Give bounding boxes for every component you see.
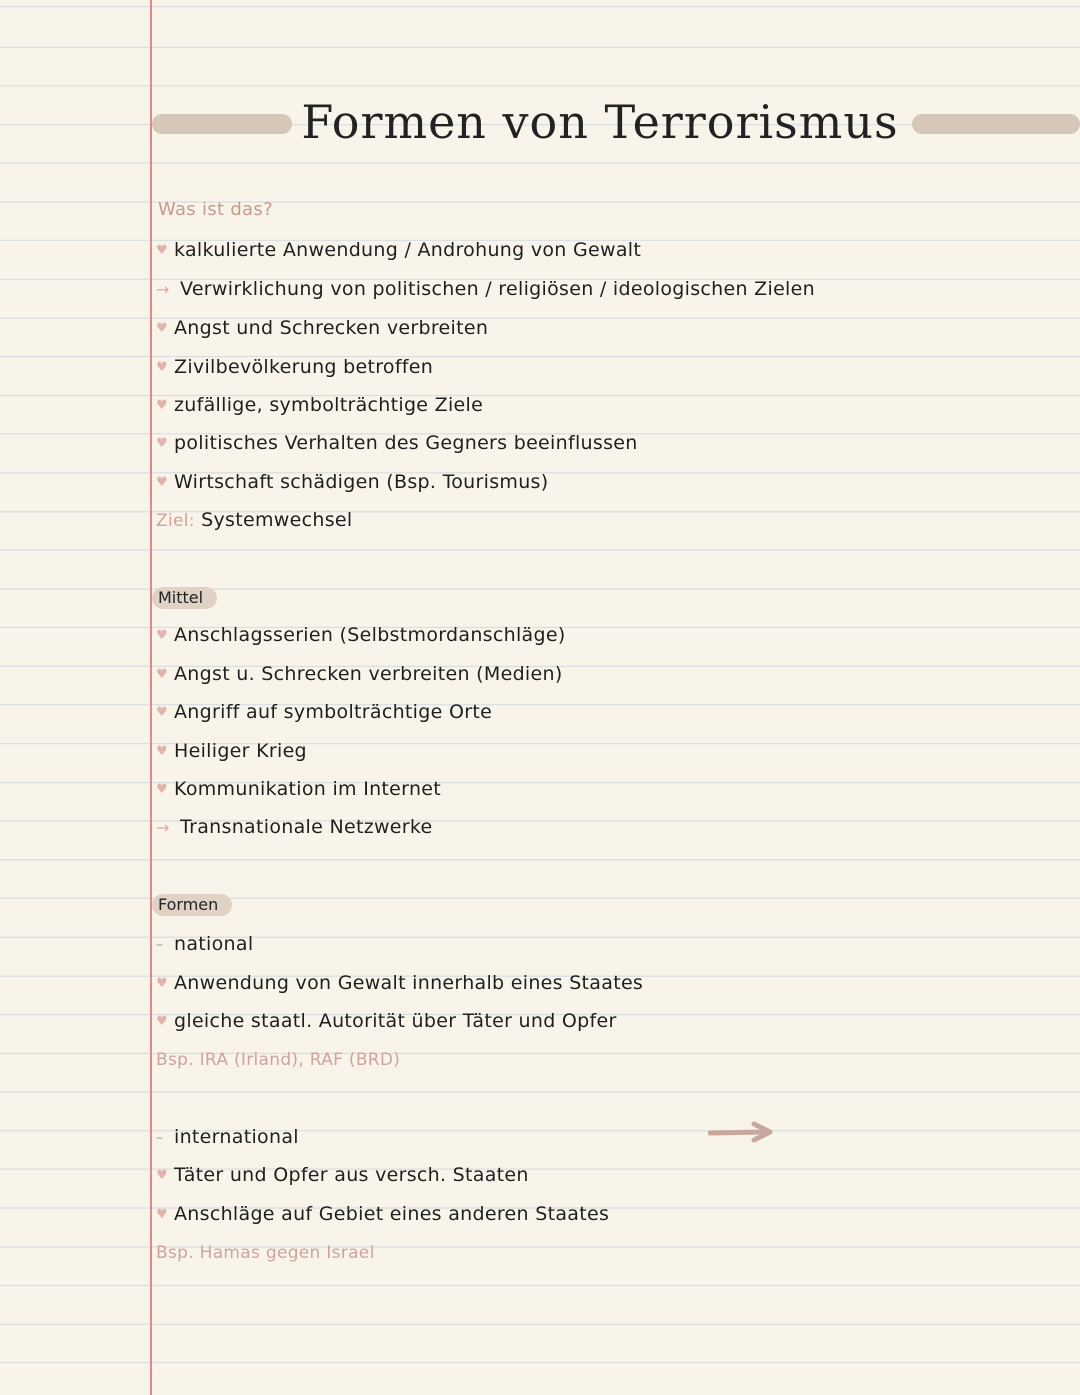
example-national: Bsp. IRA (Irland), RAF (BRD) <box>156 1050 401 1070</box>
heart-icon: ♥ <box>156 975 168 991</box>
heart-icon: ♥ <box>156 1206 168 1222</box>
arrow-right-icon <box>708 1120 774 1144</box>
list-item <box>156 1160 529 1190</box>
list-item <box>156 659 563 689</box>
subheading-text: international <box>174 1126 299 1148</box>
goal-line <box>156 505 352 535</box>
dash-icon: – <box>156 936 164 953</box>
page-title: Formen von Terrorismus <box>301 95 899 149</box>
section-question: Was ist das? <box>158 199 273 220</box>
heart-icon: ♥ <box>156 320 168 336</box>
list-item <box>156 620 566 650</box>
list-item-text: Kommunikation im Internet <box>174 778 442 800</box>
list-item-text: gleiche staatl. Autorität über Täter und Opfer <box>174 1010 617 1032</box>
heart-icon: ♥ <box>156 704 168 720</box>
list-item-text: Anschläge auf Gebiet eines anderen Staates <box>174 1203 610 1225</box>
margin-line <box>150 0 152 1395</box>
heart-icon: ♥ <box>156 397 168 413</box>
goal-label: Ziel: <box>156 511 195 531</box>
list-item-text: Heiliger Krieg <box>174 740 307 762</box>
list-item <box>156 390 483 420</box>
list-item <box>156 774 441 804</box>
subheading-international <box>156 1122 299 1152</box>
section-label-formen: Formen <box>152 894 232 916</box>
list-item <box>156 1199 609 1229</box>
heart-icon: ♥ <box>156 474 168 490</box>
arrow-right-icon: → <box>156 279 170 299</box>
dash-icon: – <box>156 1129 164 1146</box>
heart-icon: ♥ <box>156 781 168 797</box>
list-item-text: Wirtschaft schädigen (Bsp. Tourismus) <box>174 471 549 493</box>
list-item-text: Zivilbevölkerung betroffen <box>174 356 434 378</box>
list-item <box>156 812 433 842</box>
list-item <box>156 352 433 382</box>
list-item-text: Verwirklichung von politischen / religiösen / ideologischen Zielen <box>180 278 815 300</box>
section-label-mittel: Mittel <box>152 587 217 609</box>
list-item <box>156 274 815 304</box>
list-item-text: politisches Verhalten des Gegners beeinflussen <box>174 432 638 454</box>
list-item-text: Angst und Schrecken verbreiten <box>174 317 489 339</box>
list-item <box>156 467 548 497</box>
heart-icon: ♥ <box>156 1167 168 1183</box>
heart-icon: ♥ <box>156 666 168 682</box>
list-item <box>156 968 643 998</box>
list-item-text: Angriff auf symbolträchtige Orte <box>174 701 493 723</box>
example-international: Bsp. Hamas gegen Israel <box>156 1243 375 1263</box>
list-item <box>156 697 492 727</box>
list-item <box>156 313 488 343</box>
subheading-text: national <box>174 933 254 955</box>
list-item-text: kalkulierte Anwendung / Androhung von Gewalt <box>174 239 642 261</box>
list-item-text: Anwendung von Gewalt innerhalb eines Staates <box>174 972 644 994</box>
heart-icon: ♥ <box>156 359 168 375</box>
heart-icon: ♥ <box>156 743 168 759</box>
list-item-text: Anschlagsserien (Selbstmordanschläge) <box>174 624 566 646</box>
list-item <box>156 235 641 265</box>
heart-icon: ♥ <box>156 1013 168 1029</box>
list-item-text: zufällige, symbolträchtige Ziele <box>174 394 484 416</box>
list-item-text: Transnationale Netzwerke <box>180 816 433 838</box>
heart-icon: ♥ <box>156 627 168 643</box>
goal-text: Systemwechsel <box>201 509 353 531</box>
list-item <box>156 428 638 458</box>
list-item <box>156 1006 617 1036</box>
subheading-national <box>156 929 253 959</box>
heart-icon: ♥ <box>156 242 168 258</box>
arrow-right-icon: → <box>156 817 170 837</box>
list-item-text: Täter und Opfer aus versch. Staaten <box>174 1164 529 1186</box>
list-item <box>156 736 307 766</box>
heart-icon: ♥ <box>156 435 168 451</box>
list-item-text: Angst u. Schrecken verbreiten (Medien) <box>174 663 563 685</box>
